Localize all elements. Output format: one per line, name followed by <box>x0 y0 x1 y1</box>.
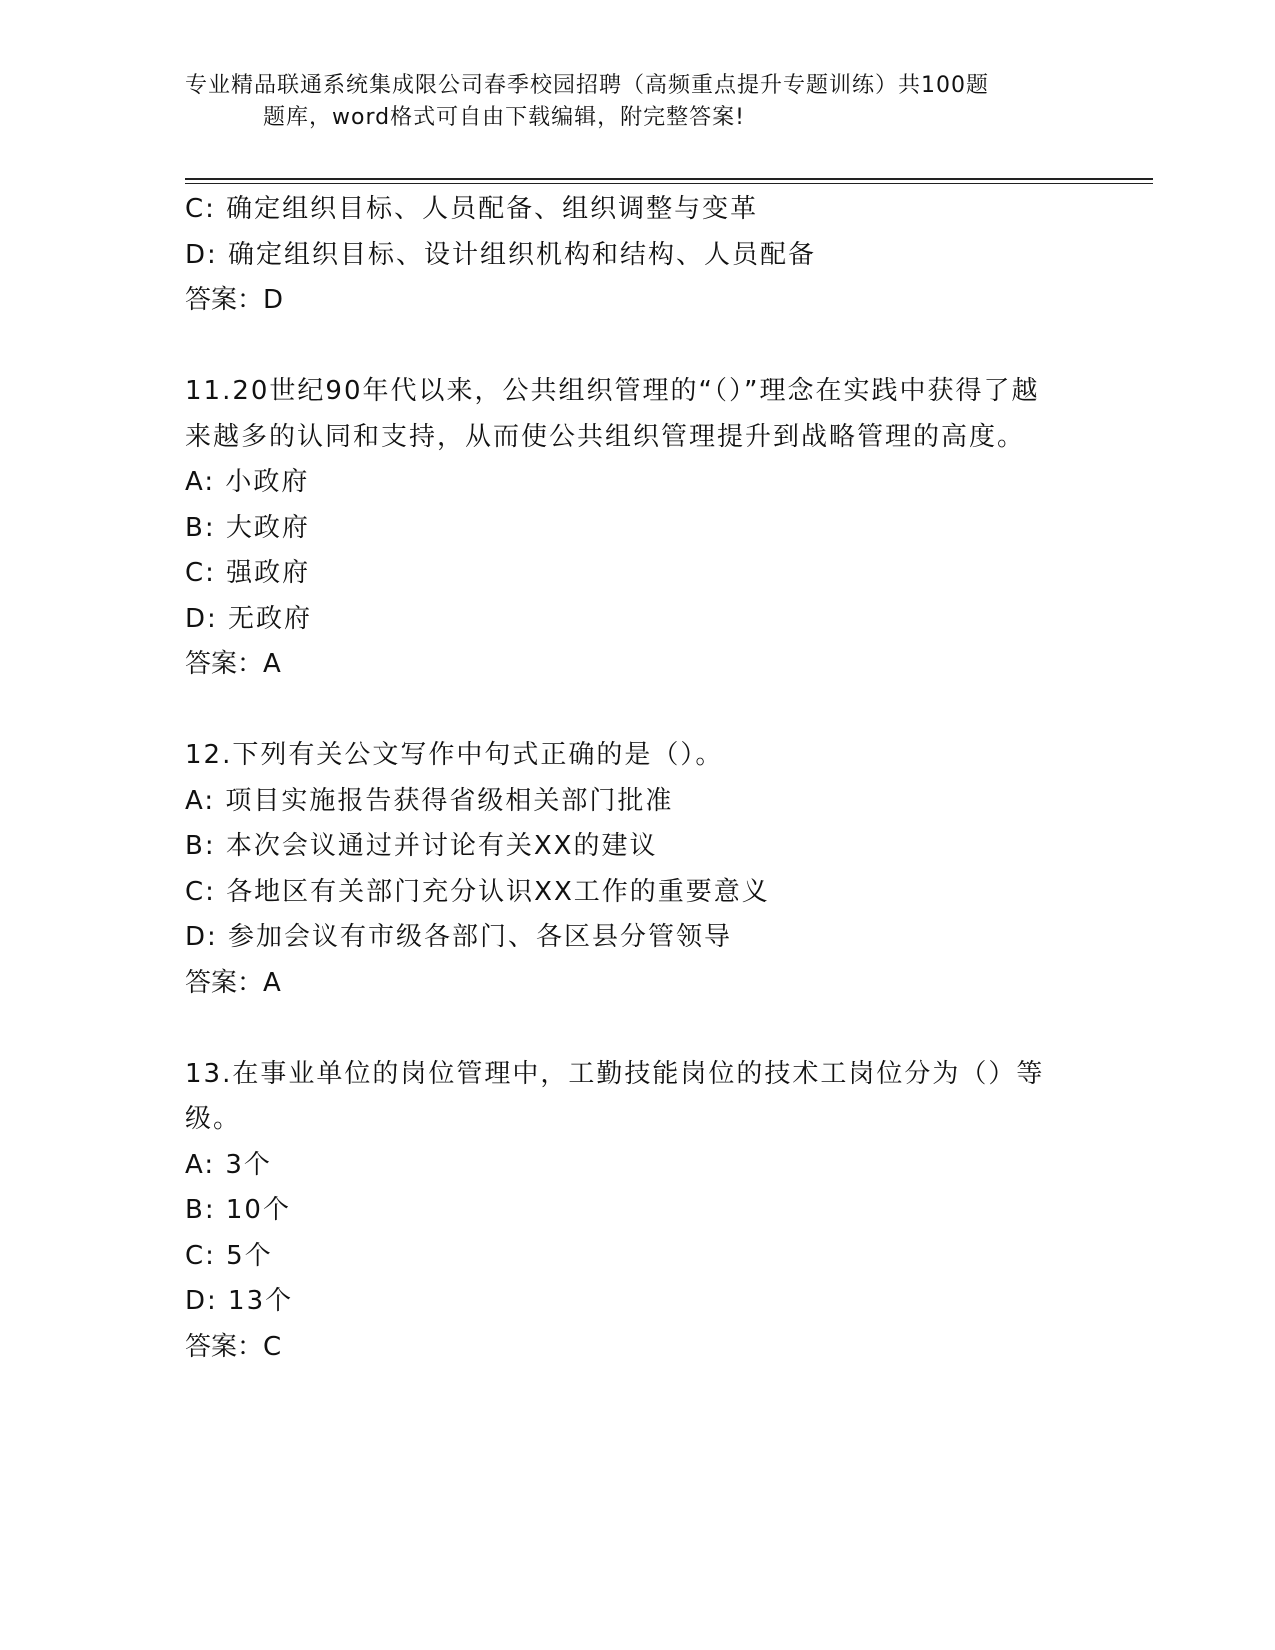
option-d: D: 13个 <box>185 1286 294 1316</box>
option-d: D: 参加会议有市级各部门、各区县分管领导 <box>185 922 733 952</box>
option-c: C: 各地区有关部门充分认识XX工作的重要意义 <box>185 876 770 907</box>
option-c: C: 确定组织目标、人员配备、组织调整与变革 <box>185 194 759 224</box>
question-text: 11.20世纪90年代以来，公共组织管理的“（）”理念在实践中获得了越来越多的认同和支持，从而使公共组织管理提升到战略管理的高度。 <box>185 376 1040 452</box>
option-b: B: 大政府 <box>185 512 310 543</box>
question-12 <box>185 733 1085 1006</box>
spacer <box>185 1006 1085 1052</box>
option-b: B: 本次会议通过并讨论有关XX的建议 <box>185 831 658 861</box>
document-header <box>185 70 1065 134</box>
question-11 <box>185 369 1085 688</box>
option-c: C: 强政府 <box>185 558 311 588</box>
option-a: A: 3个 <box>185 1149 272 1180</box>
answer-line: 答案：C <box>185 1331 282 1362</box>
answer-line: 答案：D <box>185 285 284 315</box>
option-d: D: 确定组织目标、设计组织机构和结构、人员配备 <box>185 239 817 270</box>
option-b: B: 10个 <box>185 1195 291 1225</box>
question-13 <box>185 1052 1085 1371</box>
answer-line: 答案：A <box>185 967 281 998</box>
header-rule-thin <box>185 183 1153 184</box>
spacer <box>185 688 1085 734</box>
spacer <box>185 324 1085 370</box>
answer-line: 答案：A <box>185 649 281 679</box>
header-title-line-2: 题库，word格式可自由下载编辑，附完整答案! <box>263 105 745 130</box>
header-title-line-1: 专业精品联通系统集成限公司春季校园招聘（高频重点提升专题训练）共100题 <box>185 73 989 98</box>
header-rule-thick <box>185 178 1153 180</box>
option-c: C: 5个 <box>185 1240 273 1271</box>
question-10-tail <box>185 187 1085 324</box>
question-text: 13.在事业单位的岗位管理中，工勤技能岗位的技术工岗位分为（）等级。 <box>185 1058 1045 1134</box>
option-a: A: 小政府 <box>185 467 310 497</box>
option-a: A: 项目实施报告获得省级相关部门批准 <box>185 785 674 816</box>
document-body <box>185 187 1085 1370</box>
option-d: D: 无政府 <box>185 603 313 634</box>
question-text: 12.下列有关公文写作中句式正确的是（）。 <box>185 740 724 770</box>
